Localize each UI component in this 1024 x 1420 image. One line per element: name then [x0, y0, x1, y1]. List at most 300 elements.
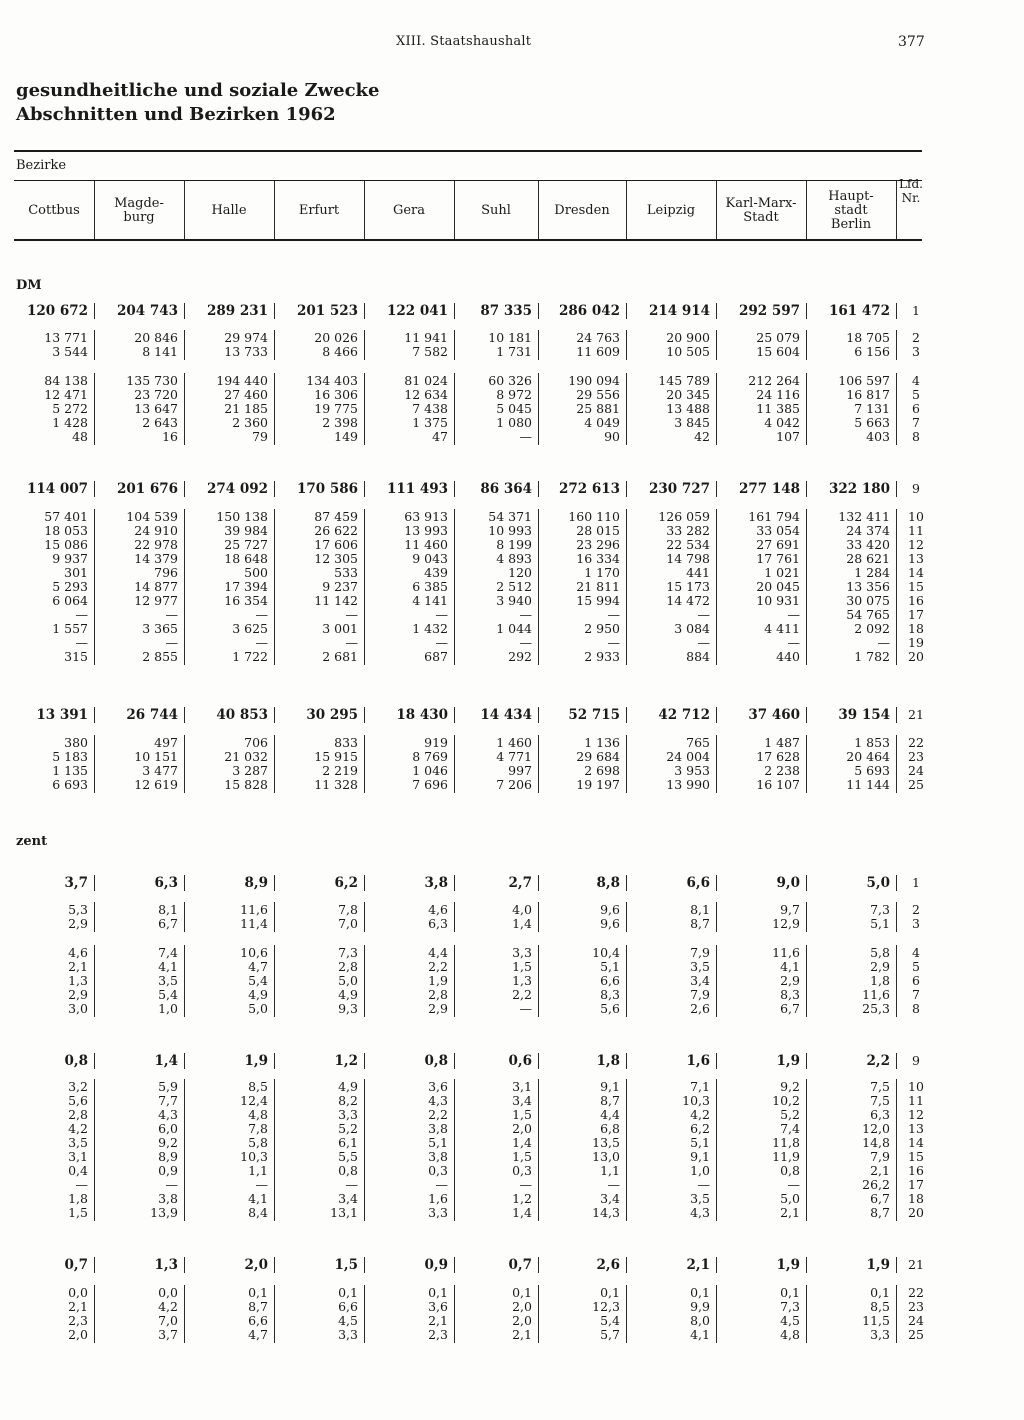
table-cell: 1 432 — [412, 621, 448, 636]
row-column-separator — [184, 429, 185, 445]
row-column-separator — [716, 429, 717, 445]
table-cell: 7 582 — [412, 344, 448, 359]
table-cell: 21 032 — [224, 749, 268, 764]
row-column-separator — [806, 481, 807, 497]
row-column-separator — [538, 707, 539, 723]
table-cell: 10 931 — [756, 593, 800, 608]
table-cell: 706 — [244, 735, 268, 750]
table-cell: 27 460 — [224, 387, 268, 402]
row-column-separator — [184, 649, 185, 665]
table-cell: 13 488 — [666, 401, 710, 416]
table-cell: 29 556 — [576, 387, 620, 402]
row-number: 7 — [912, 415, 920, 430]
table-cell: 2,0 — [512, 1299, 532, 1314]
row-column-separator — [896, 1205, 897, 1221]
table-cell: 5,9 — [158, 1079, 178, 1094]
table-cell: 20 464 — [846, 749, 890, 764]
table-cell: 1 046 — [412, 763, 448, 778]
table-cell: 4,9 — [338, 987, 358, 1002]
table-cell: 54 371 — [488, 509, 532, 524]
table-cell: 3,6 — [428, 1079, 448, 1094]
row-number: 9 — [912, 481, 920, 496]
table-cell: 4,1 — [248, 1191, 268, 1206]
row-column-separator — [94, 481, 95, 497]
table-cell: 0,1 — [600, 1285, 620, 1300]
column-header: Gera — [392, 203, 426, 218]
table-cell: 884 — [686, 649, 710, 664]
table-cell: 22 978 — [134, 537, 178, 552]
table-cell: 14 472 — [666, 593, 710, 608]
table-cell: — — [435, 635, 448, 650]
table-cell: 9,2 — [780, 1079, 800, 1094]
table-cell: 5,4 — [600, 1313, 620, 1328]
row-column-separator — [626, 344, 627, 360]
row-number: 15 — [908, 1149, 924, 1164]
row-column-separator — [364, 303, 365, 319]
row-column-separator — [454, 344, 455, 360]
table-cell: 2,1 — [68, 959, 88, 974]
table-cell: — — [165, 607, 178, 622]
table-cell: 1,8 — [870, 973, 890, 988]
row-column-separator — [806, 1205, 807, 1221]
table-cell: 1,2 — [334, 1053, 358, 1069]
table-cell: 2,3 — [68, 1313, 88, 1328]
table-cell: 2,2 — [512, 987, 532, 1002]
table-cell: 4,5 — [338, 1313, 358, 1328]
row-column-separator — [538, 303, 539, 319]
table-cell: 11,6 — [772, 945, 800, 960]
table-cell: 60 326 — [488, 373, 532, 388]
table-cell: 3,4 — [512, 1093, 532, 1108]
table-cell: 5,6 — [68, 1093, 88, 1108]
table-cell: 11 609 — [576, 344, 620, 359]
table-cell: 5,4 — [158, 987, 178, 1002]
row-column-separator — [454, 303, 455, 319]
table-cell: 25,3 — [862, 1001, 890, 1016]
running-title: XIII. Staatshaushalt — [396, 34, 532, 49]
table-cell: 201 523 — [296, 303, 358, 319]
table-cell: 12 471 — [44, 387, 88, 402]
table-cell: 2,0 — [68, 1327, 88, 1342]
row-column-separator — [896, 916, 897, 932]
column-header: Suhl — [481, 203, 511, 218]
table-cell: 10 505 — [666, 344, 710, 359]
table-cell: 57 401 — [44, 509, 88, 524]
table-cell: 11 460 — [404, 537, 448, 552]
table-cell: 272 613 — [558, 481, 620, 497]
table-cell: 4 049 — [584, 415, 620, 430]
table-cell: 2,2 — [866, 1053, 890, 1069]
table-cell: 24 763 — [576, 330, 620, 345]
table-cell: 1,1 — [600, 1163, 620, 1178]
row-number: 24 — [908, 1313, 924, 1328]
table-cell: 11 941 — [404, 330, 448, 345]
table-cell: 2 950 — [584, 621, 620, 636]
table-cell: 79 — [252, 429, 268, 444]
table-cell: 27 691 — [756, 537, 800, 552]
table-cell: 160 110 — [568, 509, 620, 524]
row-number: 11 — [908, 1093, 924, 1108]
table-cell: 7 131 — [854, 401, 890, 416]
table-cell: 0,7 — [508, 1257, 532, 1273]
table-cell: 14,8 — [862, 1135, 890, 1150]
row-column-separator — [896, 344, 897, 360]
row-column-separator — [716, 344, 717, 360]
table-cell: 6,2 — [334, 875, 358, 891]
table-cell: 0,1 — [248, 1285, 268, 1300]
table-cell: 8,7 — [600, 1093, 620, 1108]
table-cell: 47 — [432, 429, 448, 444]
table-cell: 11,6 — [240, 902, 268, 917]
table-cell: 30 295 — [306, 707, 358, 723]
table-cell: 16 334 — [576, 551, 620, 566]
table-cell: 12,0 — [862, 1121, 890, 1136]
table-cell: 6,7 — [158, 916, 178, 931]
row-column-separator — [274, 1001, 275, 1017]
table-cell: 6 693 — [52, 777, 88, 792]
row-number: 2 — [912, 330, 920, 345]
table-cell: 5 293 — [52, 579, 88, 594]
row-column-separator — [184, 1257, 185, 1273]
row-column-separator — [94, 303, 95, 319]
row-number: 12 — [908, 537, 924, 552]
row-number: 18 — [908, 621, 924, 636]
row-column-separator — [274, 344, 275, 360]
row-column-separator — [364, 344, 365, 360]
table-cell: 2 933 — [584, 649, 620, 664]
column-header: Magde- burg — [114, 196, 164, 225]
row-column-separator — [454, 649, 455, 665]
table-cell: 30 075 — [846, 593, 890, 608]
table-cell: 17 394 — [224, 579, 268, 594]
table-cell: — — [255, 1177, 268, 1192]
table-cell: 1,4 — [512, 916, 532, 931]
table-cell: 5,2 — [780, 1107, 800, 1122]
table-cell: 9,9 — [690, 1299, 710, 1314]
table-cell: 5,0 — [780, 1191, 800, 1206]
table-cell: 26 622 — [314, 523, 358, 538]
table-cell: — — [697, 607, 710, 622]
table-cell: 5,1 — [600, 959, 620, 974]
table-cell: — — [345, 607, 358, 622]
table-cell: 1,4 — [512, 1135, 532, 1150]
table-cell: 2 643 — [142, 415, 178, 430]
row-column-separator — [538, 344, 539, 360]
table-cell: 104 539 — [126, 509, 178, 524]
table-cell: 21 185 — [224, 401, 268, 416]
row-column-separator — [184, 1205, 185, 1221]
table-cell: 13,9 — [150, 1205, 178, 1220]
table-cell: 39 154 — [838, 707, 890, 723]
table-cell: 8,4 — [248, 1205, 268, 1220]
table-cell: 8,9 — [244, 875, 268, 891]
table-cell: 120 672 — [26, 303, 88, 319]
table-cell: 1,0 — [690, 1163, 710, 1178]
row-column-separator — [626, 429, 627, 445]
table-cell: 4,1 — [158, 959, 178, 974]
row-column-separator — [454, 875, 455, 891]
table-cell: 11 385 — [756, 401, 800, 416]
row-column-separator — [538, 1001, 539, 1017]
table-cell: 26,2 — [862, 1177, 890, 1192]
table-cell: 2 398 — [322, 415, 358, 430]
row-number: 21 — [908, 707, 924, 722]
table-cell: 3,3 — [338, 1107, 358, 1122]
table-cell: 1 170 — [584, 565, 620, 580]
row-number: 20 — [908, 649, 924, 664]
table-cell: 33 420 — [846, 537, 890, 552]
table-cell: — — [697, 635, 710, 650]
table-cell: 11 144 — [846, 777, 890, 792]
table-cell: 8,1 — [158, 902, 178, 917]
table-cell: 2,9 — [870, 959, 890, 974]
row-column-separator — [538, 916, 539, 932]
table-cell: 1,9 — [244, 1053, 268, 1069]
table-cell: 29 684 — [576, 749, 620, 764]
table-cell: 1,8 — [68, 1191, 88, 1206]
column-header: Leipzig — [646, 203, 696, 218]
table-cell: 6 156 — [854, 344, 890, 359]
table-cell: 17 761 — [756, 551, 800, 566]
table-cell: 114 007 — [26, 481, 88, 497]
table-cell: 13,1 — [330, 1205, 358, 1220]
table-cell: 1 136 — [584, 735, 620, 750]
table-cell: 86 364 — [480, 481, 532, 497]
table-cell: 5,1 — [870, 916, 890, 931]
table-cell: 2 092 — [854, 621, 890, 636]
table-cell: 12 305 — [314, 551, 358, 566]
table-cell: 6,8 — [600, 1121, 620, 1136]
row-column-separator — [806, 344, 807, 360]
table-cell: 3,1 — [512, 1079, 532, 1094]
header-column-separator — [896, 181, 897, 239]
table-cell: 9,6 — [600, 916, 620, 931]
table-cell: 14 379 — [134, 551, 178, 566]
table-cell: 4,2 — [158, 1299, 178, 1314]
table-cell: 4,3 — [158, 1107, 178, 1122]
table-cell: 7,3 — [338, 945, 358, 960]
row-column-separator — [274, 1257, 275, 1273]
table-cell: 7,4 — [780, 1121, 800, 1136]
row-column-separator — [626, 707, 627, 723]
table-cell: 7,5 — [870, 1079, 890, 1094]
table-cell: 25 881 — [576, 401, 620, 416]
row-column-separator — [626, 303, 627, 319]
row-column-separator — [896, 649, 897, 665]
table-cell: 12 977 — [134, 593, 178, 608]
table-cell: 42 — [694, 429, 710, 444]
row-number: 25 — [908, 777, 924, 792]
table-cell: 29 974 — [224, 330, 268, 345]
row-column-separator — [806, 1001, 807, 1017]
table-cell: 2,1 — [512, 1327, 532, 1342]
table-cell: 33 282 — [666, 523, 710, 538]
table-cell: 16 — [162, 429, 178, 444]
table-cell: 10 181 — [488, 330, 532, 345]
row-column-separator — [454, 1001, 455, 1017]
row-column-separator — [184, 303, 185, 319]
table-cell: 1 080 — [496, 415, 532, 430]
table-cell: 22 534 — [666, 537, 710, 552]
table-cell: 5 663 — [854, 415, 890, 430]
table-cell: — — [435, 1177, 448, 1192]
table-cell: 6,3 — [870, 1107, 890, 1122]
table-cell: 0,1 — [512, 1285, 532, 1300]
table-cell: 161 794 — [748, 509, 800, 524]
table-cell: — — [697, 1177, 710, 1192]
table-cell: 18 430 — [396, 707, 448, 723]
row-column-separator — [806, 649, 807, 665]
table-cell: 7,7 — [158, 1093, 178, 1108]
table-cell: — — [607, 1177, 620, 1192]
table-cell: 14,3 — [592, 1205, 620, 1220]
table-cell: 8 466 — [322, 344, 358, 359]
table-cell: 1,9 — [866, 1257, 890, 1273]
row-number: 11 — [908, 523, 924, 538]
row-column-separator — [184, 777, 185, 793]
table-cell: — — [607, 607, 620, 622]
table-cell: 9 237 — [322, 579, 358, 594]
row-column-separator — [454, 1257, 455, 1273]
table-cell: 212 264 — [748, 373, 800, 388]
row-column-separator — [94, 875, 95, 891]
table-cell: 13 356 — [846, 579, 890, 594]
header-column-separator — [716, 181, 717, 239]
table-cell: 11 328 — [314, 777, 358, 792]
table-cell: 3,5 — [690, 959, 710, 974]
table-cell: 7,3 — [870, 902, 890, 917]
table-cell: 107 — [776, 429, 800, 444]
table-cell: 11,4 — [240, 916, 268, 931]
table-cell: 2,0 — [244, 1257, 268, 1273]
table-cell: 0,0 — [158, 1285, 178, 1300]
table-cell: 23 296 — [576, 537, 620, 552]
row-column-separator — [94, 777, 95, 793]
table-cell: 2,9 — [68, 916, 88, 931]
table-cell: 7,5 — [870, 1093, 890, 1108]
row-column-separator — [626, 649, 627, 665]
row-column-separator — [538, 1053, 539, 1069]
row-column-separator — [274, 303, 275, 319]
table-cell: 13 990 — [666, 777, 710, 792]
table-cell: 111 493 — [386, 481, 448, 497]
table-cell: 315 — [64, 649, 88, 664]
row-column-separator — [94, 916, 95, 932]
table-cell: 26 744 — [126, 707, 178, 723]
table-cell: 54 765 — [846, 607, 890, 622]
table-cell: 1,5 — [512, 1107, 532, 1122]
row-column-separator — [454, 1053, 455, 1069]
row-column-separator — [716, 916, 717, 932]
row-column-separator — [538, 875, 539, 891]
header-column-separator — [364, 181, 365, 239]
table-cell: 5,3 — [68, 902, 88, 917]
table-cell: 7,4 — [158, 945, 178, 960]
table-cell: 1,0 — [158, 1001, 178, 1016]
header-column-separator — [806, 181, 807, 239]
table-cell: — — [165, 635, 178, 650]
row-number: 5 — [912, 387, 920, 402]
table-cell: — — [75, 607, 88, 622]
row-column-separator — [538, 1257, 539, 1273]
row-column-separator — [184, 344, 185, 360]
table-cell: 2,9 — [780, 973, 800, 988]
table-cell: 0,0 — [68, 1285, 88, 1300]
table-cell: 6,1 — [338, 1135, 358, 1150]
table-cell: 4,6 — [428, 902, 448, 917]
table-cell: 1,8 — [596, 1053, 620, 1069]
table-cell: 0,8 — [424, 1053, 448, 1069]
table-cell: 3,3 — [512, 945, 532, 960]
table-cell: 6,7 — [780, 1001, 800, 1016]
table-cell: 15 828 — [224, 777, 268, 792]
table-cell: 7,0 — [158, 1313, 178, 1328]
table-cell: 1,6 — [428, 1191, 448, 1206]
row-column-separator — [806, 1327, 807, 1343]
table-cell: 3,8 — [158, 1191, 178, 1206]
row-column-separator — [716, 1205, 717, 1221]
table-cell: 500 — [244, 565, 268, 580]
table-cell: 0,3 — [428, 1163, 448, 1178]
row-column-separator — [274, 429, 275, 445]
row-column-separator — [274, 707, 275, 723]
table-cell: 230 727 — [648, 481, 710, 497]
table-cell: 3,4 — [600, 1191, 620, 1206]
table-cell: 322 180 — [828, 481, 890, 497]
table-cell: 6,6 — [338, 1299, 358, 1314]
row-column-separator — [184, 481, 185, 497]
column-header: Cottbus — [28, 203, 80, 218]
table-cell: 194 440 — [216, 373, 268, 388]
section-label-dm: DM — [16, 278, 42, 293]
table-cell: 25 727 — [224, 537, 268, 552]
row-number: 8 — [912, 429, 920, 444]
table-cell: 5 183 — [52, 749, 88, 764]
table-cell: 33 054 — [756, 523, 800, 538]
row-column-separator — [454, 1205, 455, 1221]
table-cell: 7,8 — [248, 1121, 268, 1136]
table-cell: 5,5 — [338, 1149, 358, 1164]
table-cell: 7 206 — [496, 777, 532, 792]
table-cell: 13 647 — [134, 401, 178, 416]
row-column-separator — [364, 777, 365, 793]
table-cell: 292 597 — [738, 303, 800, 319]
row-column-separator — [274, 481, 275, 497]
table-cell: 4,7 — [248, 959, 268, 974]
table-cell: 28 015 — [576, 523, 620, 538]
table-cell: 8,9 — [158, 1149, 178, 1164]
table-cell: 5,7 — [600, 1327, 620, 1342]
table-cell: 14 877 — [134, 579, 178, 594]
row-column-separator — [896, 481, 897, 497]
table-cell: 403 — [866, 429, 890, 444]
table-cell: 0,1 — [870, 1285, 890, 1300]
table-cell: 9 937 — [52, 551, 88, 566]
table-cell: — — [607, 635, 620, 650]
row-column-separator — [626, 1053, 627, 1069]
table-cell: 301 — [64, 565, 88, 580]
row-column-separator — [806, 429, 807, 445]
table-cell: 533 — [334, 565, 358, 580]
table-cell: 289 231 — [206, 303, 268, 319]
table-cell: 2,1 — [68, 1299, 88, 1314]
table-cell: 5 272 — [52, 401, 88, 416]
table-cell: 8,2 — [338, 1093, 358, 1108]
table-cell: 10,3 — [240, 1149, 268, 1164]
row-column-separator — [806, 916, 807, 932]
table-cell: 1,9 — [776, 1257, 800, 1273]
table-cell: 135 730 — [126, 373, 178, 388]
